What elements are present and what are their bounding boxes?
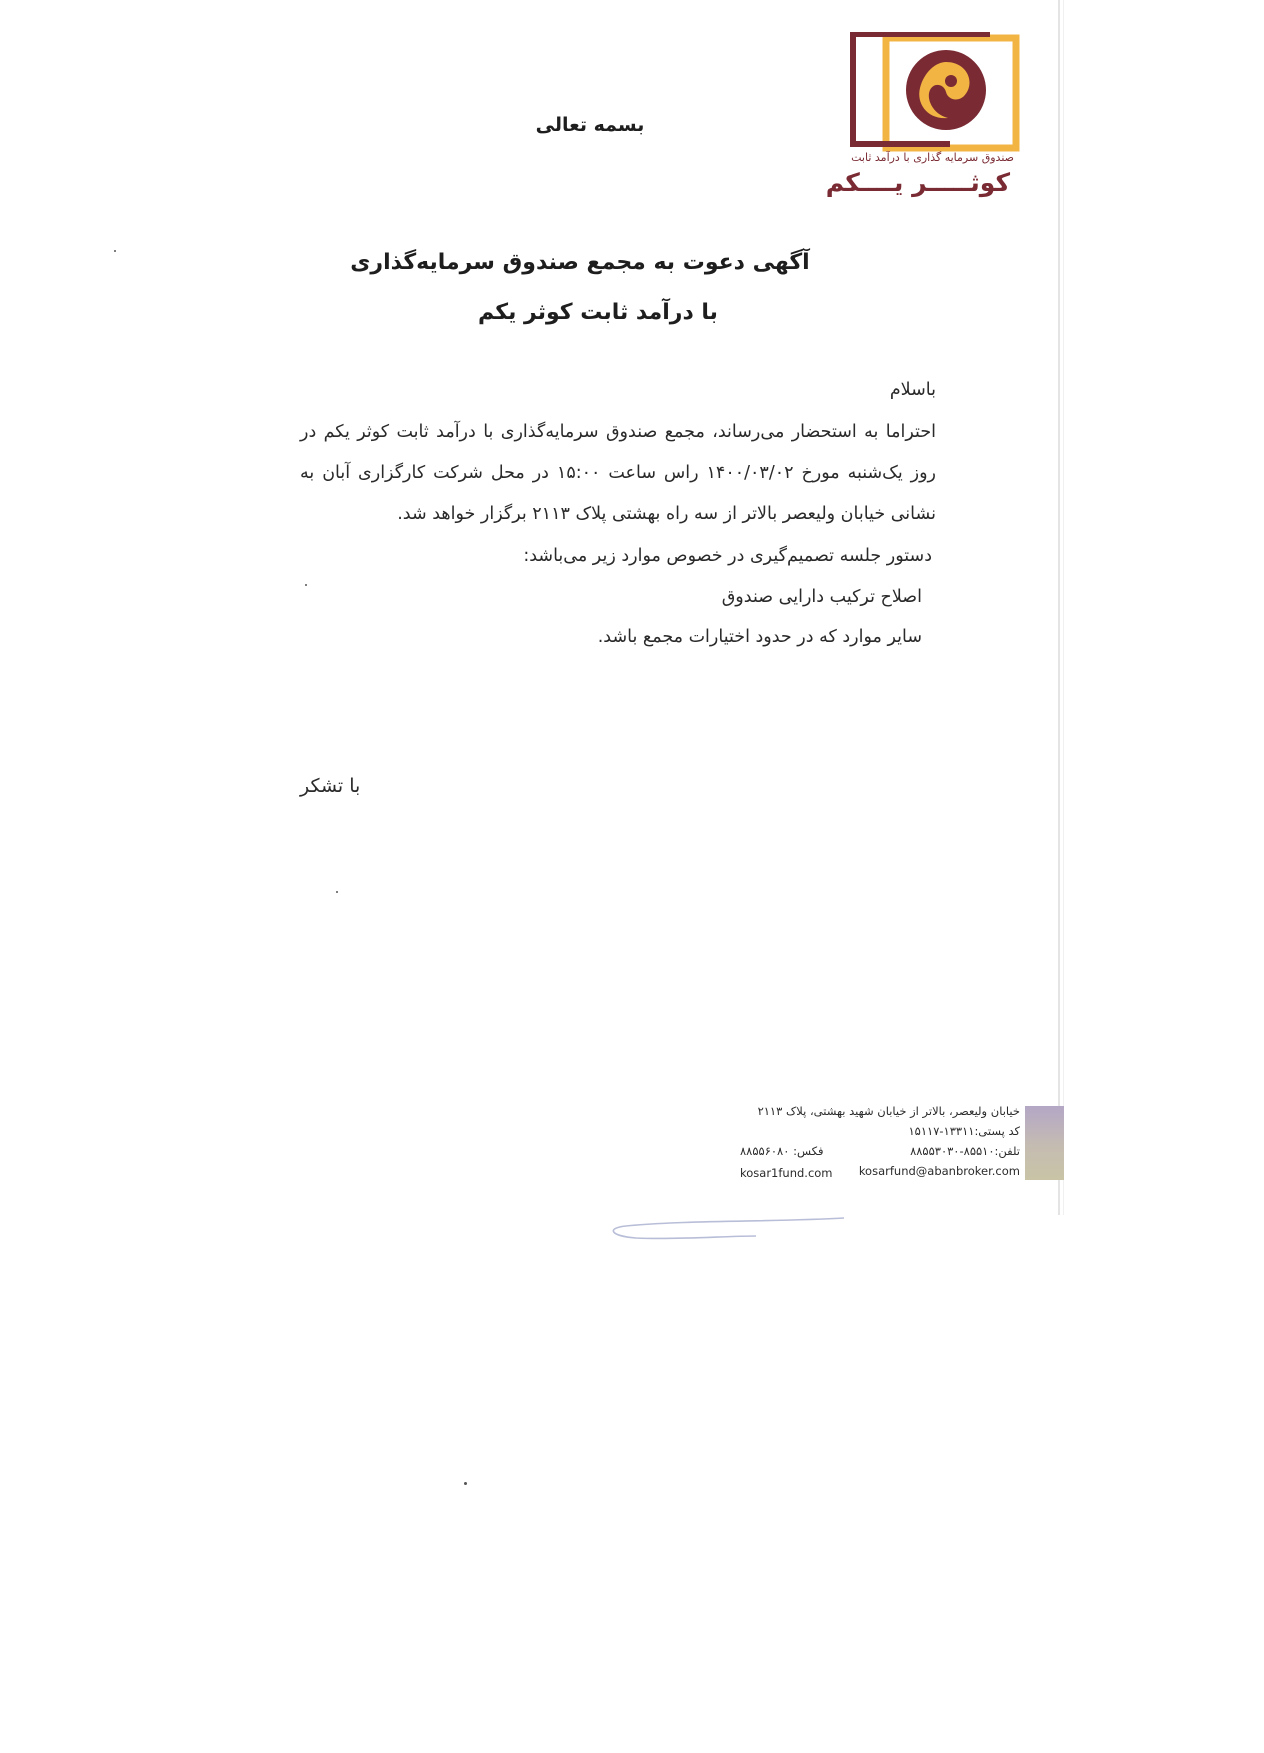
logo-subtitle: صندوق سرمایه گذاری با درآمد ثابت bbox=[851, 151, 1014, 164]
agenda-list bbox=[300, 577, 936, 657]
basmala-heading: بسمه تعالی bbox=[535, 114, 645, 136]
logo-name: کوثـــــر یــــکم bbox=[825, 168, 1010, 197]
paper-edge bbox=[1058, 0, 1060, 1215]
scan-speck bbox=[336, 891, 338, 893]
title-line-2: با درآمد ثابت کوثر یکم bbox=[478, 300, 718, 325]
footer-fax: فکس: ۸۸۵۵۶۰۸۰ bbox=[740, 1144, 824, 1158]
footer-address: خیابان ولیعصر، بالاتر از خیابان شهید بهشتی، پلاک ۲۱۱۳ bbox=[757, 1104, 1020, 1118]
document-title bbox=[330, 238, 830, 338]
scan-speck bbox=[114, 250, 116, 252]
scan-speck bbox=[464, 1482, 467, 1485]
title-line-1: آگهی دعوت به مجمع صندوق سرمایه‌گذاری bbox=[350, 250, 810, 275]
footer-phone: تلفن:۸۵۵۱۰-۸۸۵۵۳۰۳۰ bbox=[910, 1144, 1020, 1158]
logo-mark-icon bbox=[850, 32, 1020, 152]
paper-edge-shadow bbox=[1063, 0, 1064, 1215]
footer-postal-code: کد پستی:۱۳۳۱۱-۱۵۱۱۷ bbox=[908, 1124, 1020, 1138]
salutation: باسلام bbox=[889, 380, 936, 400]
invitation-paragraph: احتراما به استحضار می‌رساند، مجمع صندوق سرمایه‌گذاری با درآمد ثابت کوثر یکم در روز یک‌شنبه مورخ ۱۴۰۰/۰۳/۰۲ راس ساعت ۱۵:۰۰ در محل شرکت کارگزاری آبان به نشانی خیابان ولیعصر بالاتر از سه راه بهشتی پلاک ۲۱۱۳ برگزار خواهد شد. bbox=[300, 422, 936, 524]
letterhead-footer bbox=[730, 1104, 1020, 1186]
agenda-item: سایر موارد که در حدود اختیارات مجمع باشد. bbox=[597, 627, 922, 647]
agenda-item: اصلاح ترکیب دارایی صندوق bbox=[721, 587, 922, 607]
agenda-intro: دستور جلسه تصمیم‌گیری در خصوص موارد زیر می‌باشد: bbox=[523, 546, 932, 566]
footer-color-strip bbox=[1025, 1106, 1064, 1180]
letter-body bbox=[300, 368, 936, 657]
scan-stroke-mark bbox=[606, 1214, 846, 1244]
closing-remark: با تشکر bbox=[300, 775, 361, 797]
footer-email-link[interactable]: kosarfund@abanbroker.com bbox=[858, 1164, 1020, 1178]
scan-speck bbox=[305, 584, 307, 586]
footer-website-link[interactable]: kosar1fund.com bbox=[740, 1166, 833, 1180]
